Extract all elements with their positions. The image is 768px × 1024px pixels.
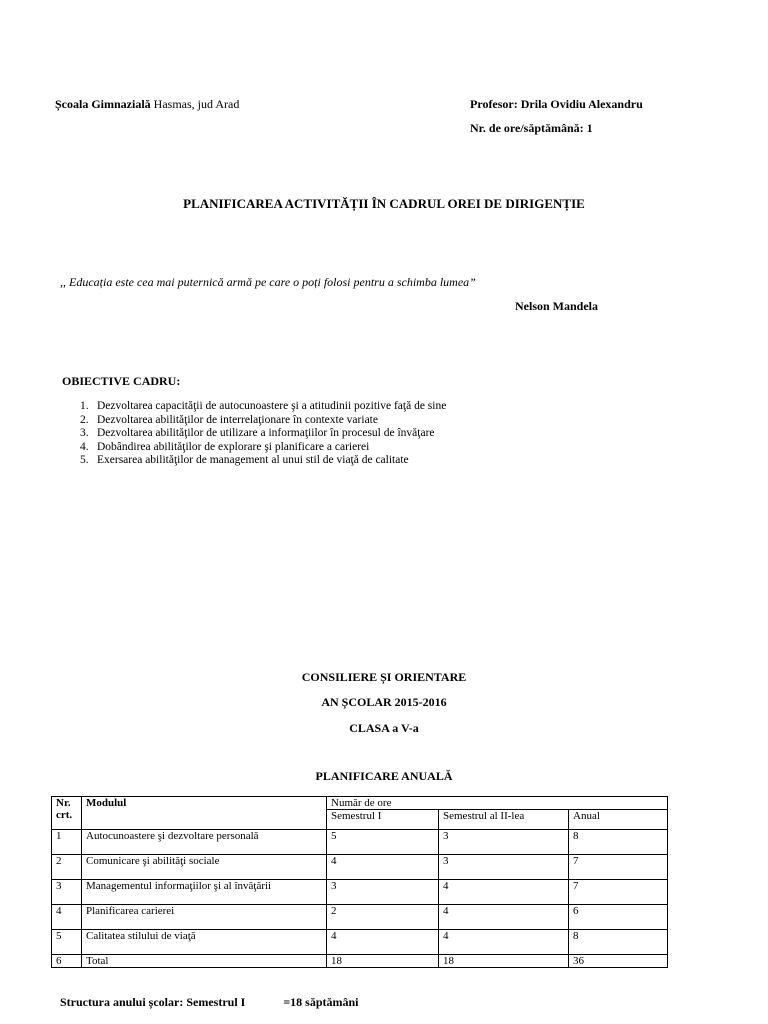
list-item <box>80 454 446 468</box>
section-heading-class: CLASA a V-a <box>349 721 419 735</box>
cell-annual: 7 <box>569 880 668 905</box>
table-row <box>52 830 668 855</box>
cell-module: Comunicare şi abilităţi sociale <box>82 855 327 880</box>
list-item-text: Dezvoltarea capacităţii de autocunoastere şi a atitudinii pozitive faţă de sine <box>97 400 447 412</box>
cell-nr: 6 <box>52 955 82 968</box>
column-header-nr-line1: Nr. <box>56 797 71 809</box>
cell-sem1: 5 <box>327 830 439 855</box>
cell-sem2: 4 <box>439 880 569 905</box>
cell-nr: 5 <box>52 930 82 955</box>
cell-module: Calitatea stilului de viaţă <box>82 930 327 955</box>
cell-sem2: 3 <box>439 855 569 880</box>
school-year-structure-value: =18 săptămâni <box>283 995 359 1009</box>
column-header-annual: Anual <box>569 810 668 830</box>
section-heading-annual-plan: PLANIFICARE ANUALĂ <box>315 769 453 783</box>
column-header-hours: Număr de ore <box>327 797 668 810</box>
cell-sem1: 18 <box>327 955 439 968</box>
school-name-rest: Hasmas, jud Arad <box>150 97 240 111</box>
school-year-structure-label: Structura anului școlar: Semestrul I <box>60 995 246 1009</box>
cell-sem2: 18 <box>439 955 569 968</box>
list-item <box>80 441 446 455</box>
list-item-text: Dobândirea abilităţilor de explorare şi planificare a carierei <box>97 440 370 453</box>
cell-sem1: 3 <box>327 880 439 905</box>
cell-nr: 3 <box>52 880 82 905</box>
list-item-text: Dezvoltarea abilităţilor de interrelaţionare în contexte variate <box>97 413 378 426</box>
list-item-number: 4. <box>80 440 89 453</box>
quote-author: Nelson Mandela <box>515 299 599 313</box>
school-year-structure <box>60 995 359 1010</box>
cell-sem1: 4 <box>327 930 439 955</box>
cell-annual: 8 <box>569 930 668 955</box>
table-header-row <box>52 797 668 810</box>
cell-sem1: 2 <box>327 905 439 930</box>
list-item-number: 3. <box>80 427 89 440</box>
table-row <box>52 880 668 905</box>
cell-module: Autocunoastere şi dezvoltare personală <box>82 830 327 855</box>
cell-module: Total <box>82 955 327 968</box>
column-header-sem1: Semestrul I <box>327 810 439 830</box>
cell-nr: 4 <box>52 905 82 930</box>
document-title: PLANIFICAREA ACTIVITĂȚII ÎN CADRUL OREI DE DIRIGENȚIE <box>183 196 585 211</box>
cell-annual: 7 <box>569 855 668 880</box>
list-item <box>80 414 446 428</box>
table-row-total <box>52 955 668 968</box>
school-name <box>55 97 239 112</box>
cell-sem2: 3 <box>439 830 569 855</box>
objectives-list <box>80 400 446 468</box>
cell-annual: 8 <box>569 830 668 855</box>
cell-module: Planificarea carierei <box>82 905 327 930</box>
list-item-number: 2. <box>80 413 89 426</box>
cell-sem2: 4 <box>439 930 569 955</box>
table-row <box>52 855 668 880</box>
list-item <box>80 400 446 414</box>
cell-module: Managementul informaţiilor şi al învăţării <box>82 880 327 905</box>
cell-sem1: 4 <box>327 855 439 880</box>
list-item-text: Dezvoltarea abilităţilor de utilizare a informaţiilor în procesul de învăţare <box>97 427 435 440</box>
cell-nr: 1 <box>52 830 82 855</box>
list-item-number: 5. <box>80 454 89 467</box>
annual-plan-table <box>51 796 668 968</box>
table-row <box>52 905 668 930</box>
column-header-module: Modulul <box>82 797 327 830</box>
column-header-nr <box>52 797 82 830</box>
section-heading-school-year: AN ȘCOLAR 2015-2016 <box>321 695 447 709</box>
cell-annual: 36 <box>569 955 668 968</box>
list-item-number: 1. <box>80 400 89 412</box>
column-header-nr-line2: crt. <box>56 809 73 821</box>
hours-per-week: Nr. de ore/săptămână: 1 <box>470 121 593 135</box>
teacher-name: Profesor: Drila Ovidiu Alexandru <box>470 97 643 111</box>
cell-annual: 6 <box>569 905 668 930</box>
cell-sem2: 4 <box>439 905 569 930</box>
cell-nr: 2 <box>52 855 82 880</box>
list-item <box>80 427 446 441</box>
section-heading-counseling: CONSILIERE ȘI ORIENTARE <box>301 670 467 684</box>
objectives-heading: OBIECTIVE CADRU: <box>62 374 181 388</box>
table-row <box>52 930 668 955</box>
list-item-text: Exersarea abilităţilor de management al unui stil de viaţă de calitate <box>97 454 409 467</box>
quote-text: ,, Educația este cea mai puternică armă pe care o poți folosi pentru a schimba lumea” <box>60 275 476 289</box>
school-name-bold: Școala Gimnazială <box>55 97 151 111</box>
column-header-sem2: Semestrul al II-lea <box>439 810 569 830</box>
